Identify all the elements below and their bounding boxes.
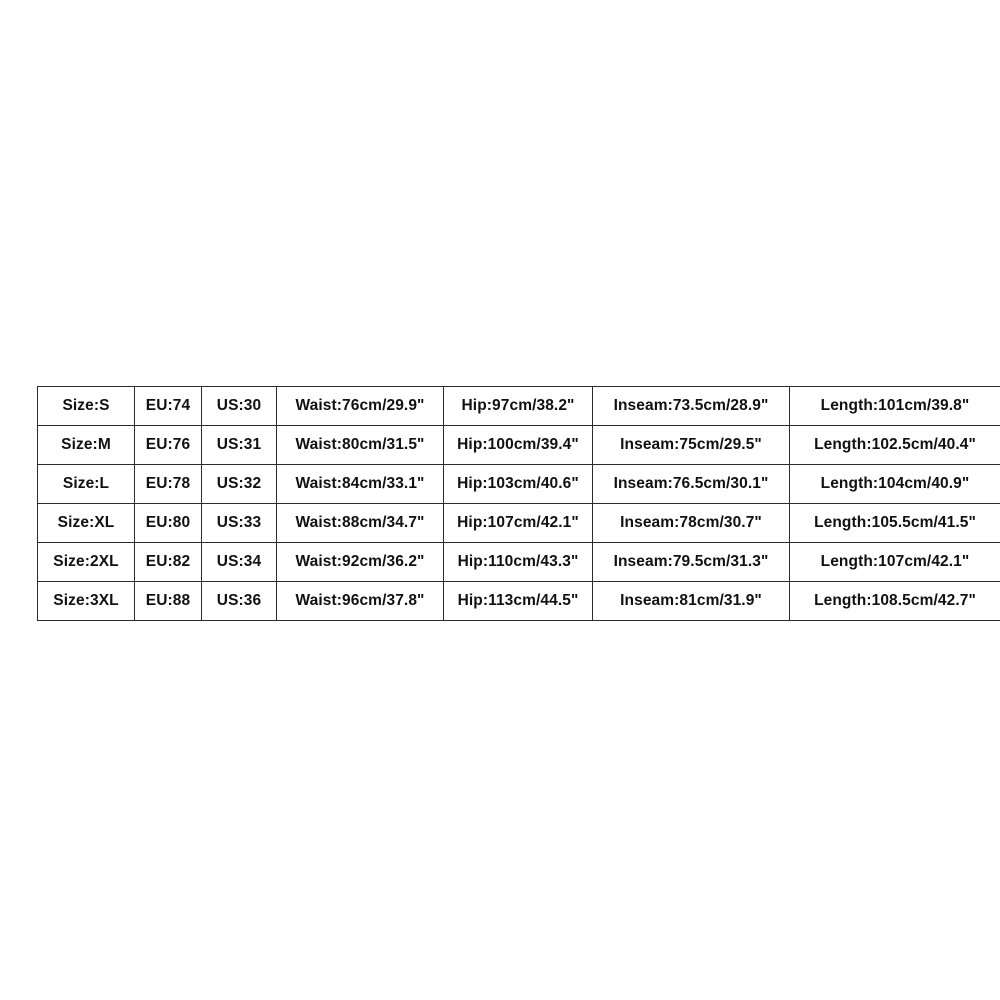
cell-size: Size:L <box>38 465 135 504</box>
cell-us: US:31 <box>202 426 277 465</box>
cell-length: Length:101cm/39.8" <box>790 387 1000 426</box>
cell-hip: Hip:100cm/39.4" <box>444 426 593 465</box>
cell-size: Size:XL <box>38 504 135 543</box>
cell-size: Size:S <box>38 387 135 426</box>
cell-us: US:33 <box>202 504 277 543</box>
cell-hip: Hip:107cm/42.1" <box>444 504 593 543</box>
cell-inseam: Inseam:73.5cm/28.9" <box>593 387 790 426</box>
cell-inseam: Inseam:81cm/31.9" <box>593 582 790 621</box>
table-row <box>38 582 1000 621</box>
table-row <box>38 504 1000 543</box>
cell-eu: EU:88 <box>135 582 202 621</box>
cell-size: Size:2XL <box>38 543 135 582</box>
cell-eu: EU:82 <box>135 543 202 582</box>
cell-inseam: Inseam:76.5cm/30.1" <box>593 465 790 504</box>
cell-size: Size:M <box>38 426 135 465</box>
table-row <box>38 465 1000 504</box>
cell-waist: Waist:80cm/31.5" <box>277 426 444 465</box>
cell-eu: EU:80 <box>135 504 202 543</box>
cell-length: Length:102.5cm/40.4" <box>790 426 1000 465</box>
cell-waist: Waist:84cm/33.1" <box>277 465 444 504</box>
cell-waist: Waist:76cm/29.9" <box>277 387 444 426</box>
cell-length: Length:105.5cm/41.5" <box>790 504 1000 543</box>
cell-waist: Waist:96cm/37.8" <box>277 582 444 621</box>
cell-waist: Waist:92cm/36.2" <box>277 543 444 582</box>
cell-eu: EU:78 <box>135 465 202 504</box>
cell-inseam: Inseam:78cm/30.7" <box>593 504 790 543</box>
cell-length: Length:107cm/42.1" <box>790 543 1000 582</box>
cell-hip: Hip:103cm/40.6" <box>444 465 593 504</box>
table-row <box>38 387 1000 426</box>
cell-us: US:30 <box>202 387 277 426</box>
cell-us: US:32 <box>202 465 277 504</box>
cell-waist: Waist:88cm/34.7" <box>277 504 444 543</box>
cell-us: US:34 <box>202 543 277 582</box>
cell-eu: EU:76 <box>135 426 202 465</box>
cell-size: Size:3XL <box>38 582 135 621</box>
cell-eu: EU:74 <box>135 387 202 426</box>
cell-hip: Hip:113cm/44.5" <box>444 582 593 621</box>
cell-us: US:36 <box>202 582 277 621</box>
cell-hip: Hip:110cm/43.3" <box>444 543 593 582</box>
table-row <box>38 426 1000 465</box>
size-chart-container <box>37 386 976 621</box>
cell-hip: Hip:97cm/38.2" <box>444 387 593 426</box>
cell-inseam: Inseam:79.5cm/31.3" <box>593 543 790 582</box>
size-chart-body <box>38 387 1000 621</box>
table-row <box>38 543 1000 582</box>
size-chart-table <box>37 386 1000 621</box>
cell-inseam: Inseam:75cm/29.5" <box>593 426 790 465</box>
cell-length: Length:104cm/40.9" <box>790 465 1000 504</box>
cell-length: Length:108.5cm/42.7" <box>790 582 1000 621</box>
